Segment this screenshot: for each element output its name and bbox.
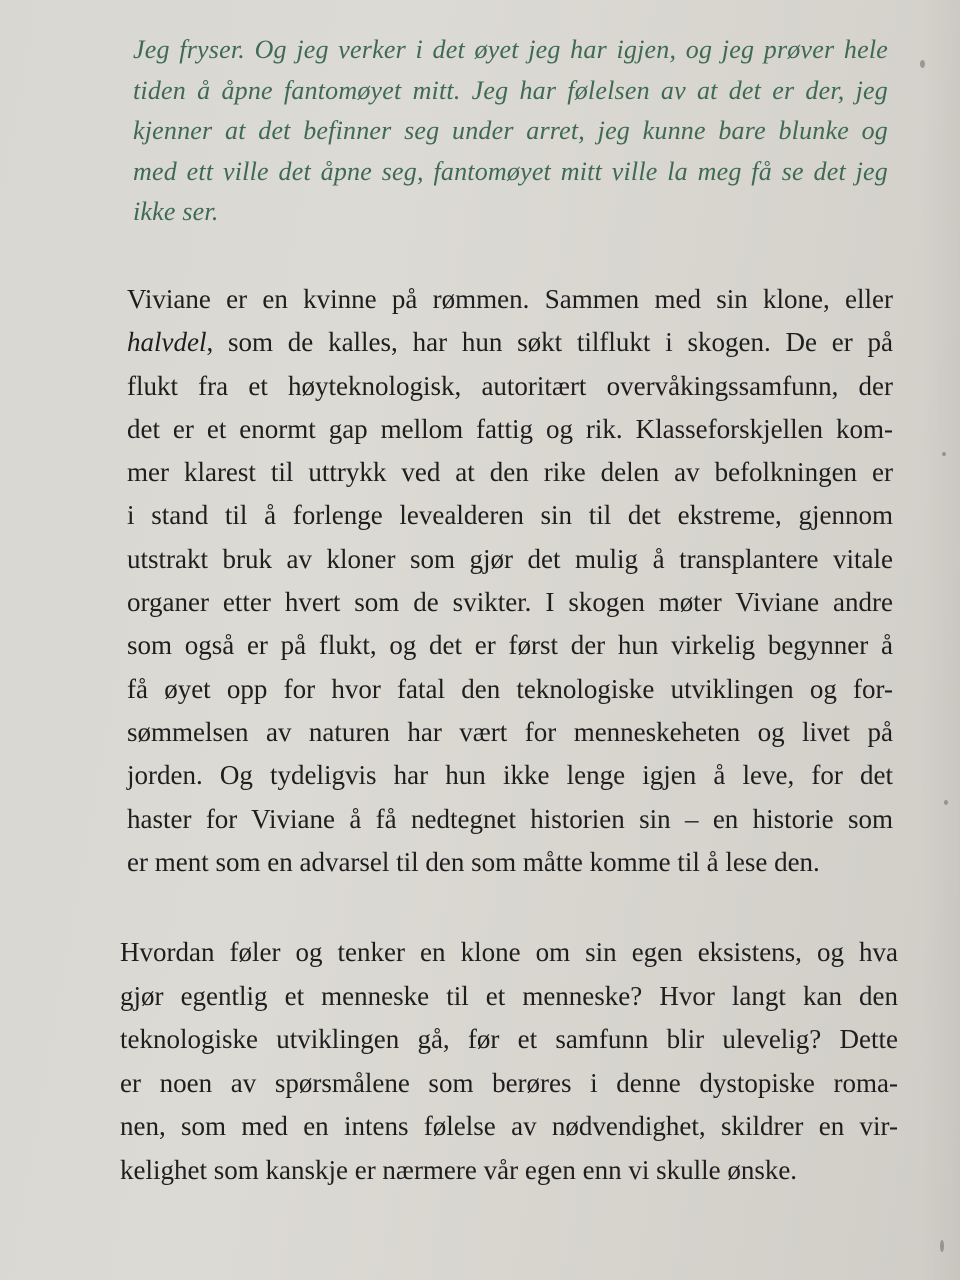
intro-line: kjenner at det befinner seg under arret, jeg kunne bare blunke og: [133, 116, 888, 145]
synopsis-line: få øyet opp for hvor fatal den teknologiske utviklingen og for-: [127, 673, 893, 704]
questions-line: gjør egentlig et menneske til et menneske? Hvor langt kan den: [120, 980, 898, 1011]
italic-term: halvdel: [127, 327, 207, 358]
synopsis-line: [127, 321, 893, 364]
intro-line: ikke ser.: [133, 197, 219, 226]
synopsis-line: Viviane er en kvinne på rømmen. Sammen med sin klone, eller: [127, 284, 893, 314]
questions-line: kelighet som kanskje er nærmere vår egen enn vi skulle ønske.: [120, 1154, 798, 1185]
synopsis-line: sømmelsen av naturen har vært for menneskeheten og livet på: [127, 716, 893, 747]
page-edge-shadow: [920, 0, 960, 1280]
synopsis-line: flukt fra et høyteknologisk, autoritært overvåkingssamfunn, der: [127, 370, 893, 401]
synopsis-line: utstrakt bruk av kloner som gjør det mulig å transplantere vitale: [127, 543, 893, 574]
synopsis-line: i stand til å forlenge levealderen sin til det ekstreme, gjennom: [127, 500, 893, 531]
synopsis-line: jorden. Og tydeligvis har hun ikke lenge igjen å leve, for det: [127, 760, 893, 791]
questions-line: Hvordan føler og tenker en klone om sin egen eksistens, og hva: [120, 937, 898, 967]
intro-line: Jeg fryser. Og jeg verker i det øyet jeg har igjen, og jeg prøver hele: [133, 35, 888, 64]
questions-line: nen, som med en intens følelse av nødvendighet, skildrer en vir-: [120, 1111, 898, 1141]
questions-paragraph: [120, 931, 898, 1192]
intro-line: med ett ville det åpne seg, fantomøyet mitt ville la meg få se det jeg: [133, 156, 888, 186]
questions-line: er noen av spørsmålene som berøres i denne dystopiske roma-: [120, 1067, 898, 1098]
synopsis-line: organer etter hvert som de svikter. I skogen møter Viviane andre: [127, 587, 893, 618]
intro-line: tiden å åpne fantomøyet mitt. Jeg har følelsen av at det er der, jeg: [133, 75, 888, 105]
intro-quote: [133, 30, 888, 233]
synopsis-line: det er et enormt gap mellom fattig og rik. Klasseforskjellen kom-: [127, 413, 893, 444]
synopsis-line: som også er på flukt, og det er først der hun virkelig begynner å: [127, 630, 893, 661]
synopsis-line-rest: , som de kalles, har hun søkt tilflukt i skogen. De er på: [206, 327, 893, 358]
questions-line: teknologiske utviklingen gå, før et samfunn blir ulevelig? Dette: [120, 1024, 898, 1054]
synopsis-line: haster for Viviane å få nedtegnet historien sin – en historie som: [127, 803, 893, 834]
synopsis-paragraph: [127, 278, 893, 884]
synopsis-line: er ment som en advarsel til den som måtte komme til å lese den.: [127, 846, 820, 877]
synopsis-line: mer klarest til uttrykk ved at den rike delen av befolkningen er: [127, 457, 893, 488]
